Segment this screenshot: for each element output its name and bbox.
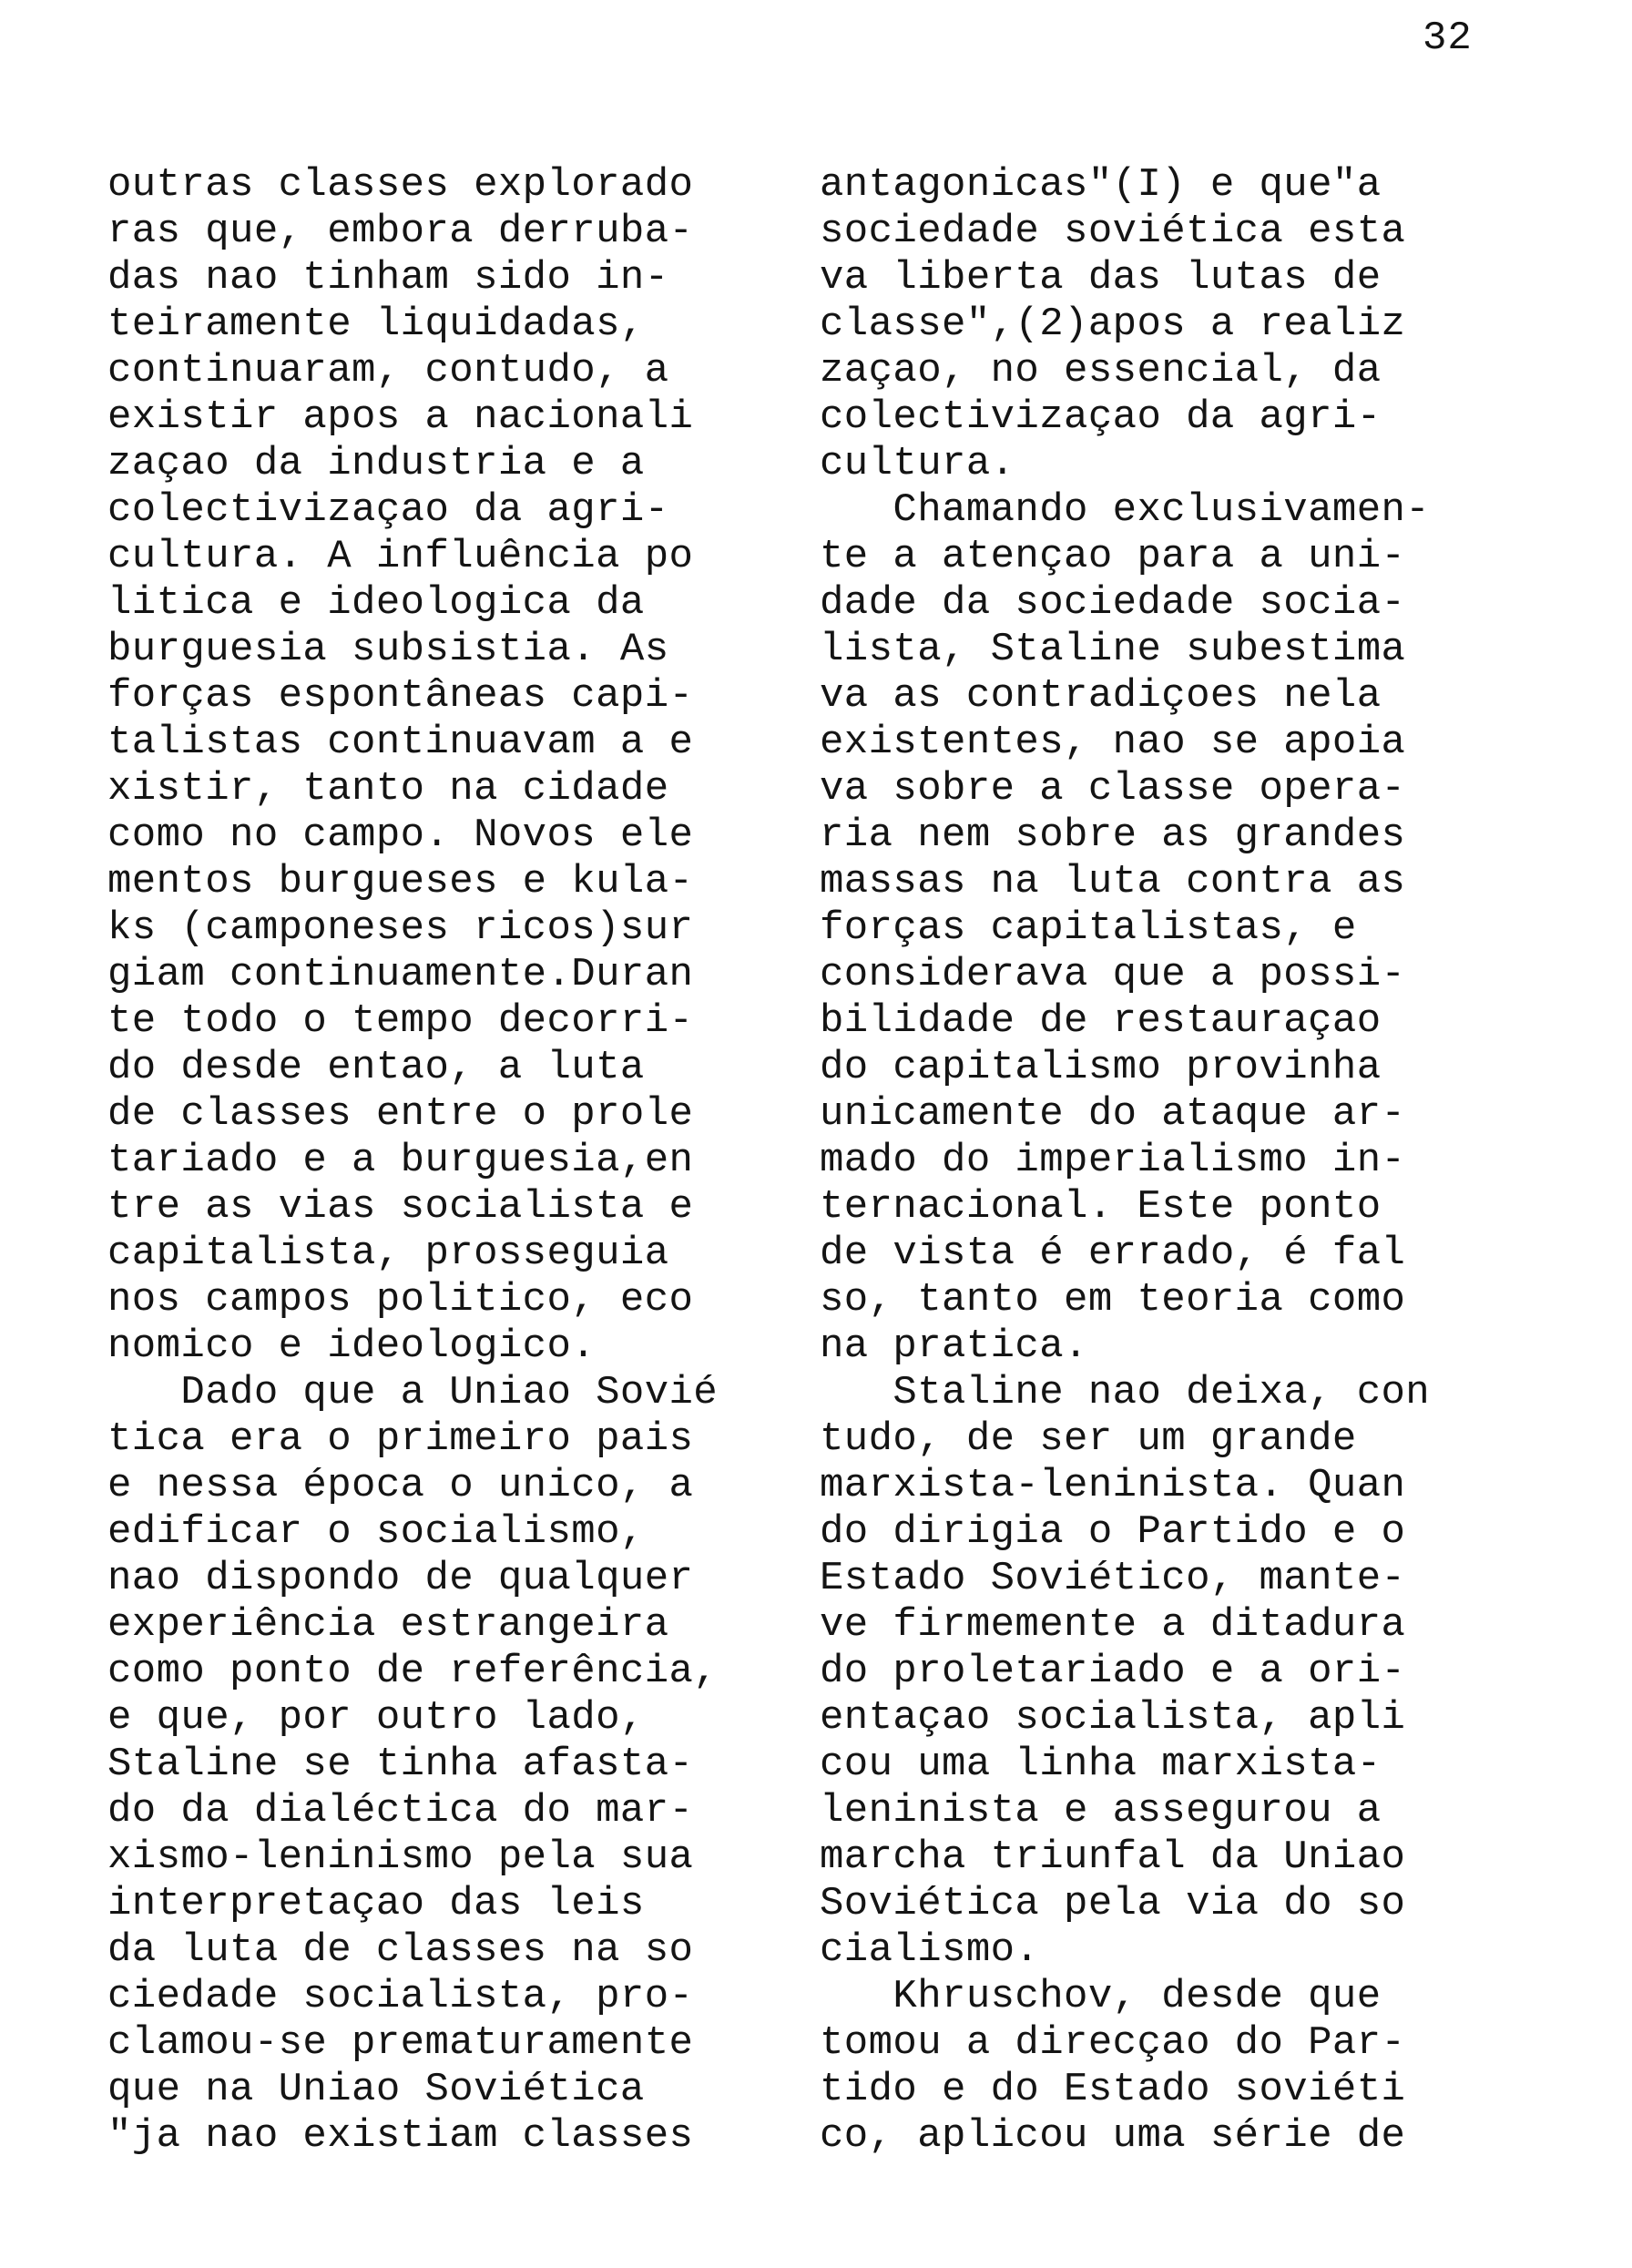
text-line: como no campo. Novos ele [107,812,694,858]
text-line: unicamente do ataque ar- [820,1091,1406,1137]
text-line: Staline nao deixa, con [820,1370,1431,1415]
text-line: e que, por outro lado, [107,1695,645,1741]
page-number: 32 [1423,15,1473,61]
text-line: cultura. [820,441,1015,486]
text-line: nos campos politico, eco [107,1277,694,1323]
text-line: giam continuamente.Duran [107,952,694,997]
text-line: antagonicas"(I) e que"a [820,162,1382,208]
text-line: entaçao socialista, apli [820,1695,1406,1741]
right-text-column [820,162,1521,2160]
text-line: va sobre a classe opera- [820,766,1406,812]
text-line: leninista e assegurou a [820,1788,1382,1834]
text-line: marcha triunfal da Uniao [820,1834,1406,1880]
text-line: do desde entao, a luta [107,1045,645,1090]
text-line: xistir, tanto na cidade [107,766,669,812]
text-line: Khruschov, desde que [820,1974,1382,2019]
text-line: ve firmemente a ditadura [820,1602,1406,1648]
left-text-column [107,162,809,2160]
text-line: sociedade soviética esta [820,209,1406,254]
text-line: na pratica. [820,1323,1088,1369]
text-line: va as contradiçoes nela [820,673,1382,719]
text-line: edificar o socialismo, [107,1509,645,1555]
text-line: e nessa época o unico, a [107,1463,694,1508]
text-line: clamou-se prematuramente [107,2020,694,2066]
text-line: Staline se tinha afasta- [107,1742,694,1787]
text-line: como ponto de referência, [107,1649,719,1694]
text-line: mado do imperialismo in- [820,1138,1406,1183]
text-line: teiramente liquidadas, [107,301,645,347]
text-line: zaçao da industria e a [107,441,645,486]
text-line: tomou a direcçao do Par- [820,2020,1406,2066]
text-line: experiência estrangeira [107,1602,669,1648]
text-line: va liberta das lutas de [820,255,1382,301]
text-line: ciedade socialista, pro- [107,1974,694,2019]
text-line: colectivizaçao da agri- [820,394,1382,440]
text-line: tido e do Estado soviéti [820,2067,1406,2112]
text-line: capitalista, prosseguia [107,1231,669,1276]
text-line: ras que, embora derruba- [107,209,694,254]
text-line: da luta de classes na so [107,1927,694,1973]
text-line: cou uma linha marxista- [820,1742,1382,1787]
text-line: nao dispondo de qualquer [107,1556,694,1601]
text-line: classe",(2)apos a realiz [820,301,1406,347]
text-line: dade da sociedade socia- [820,580,1406,626]
text-line: cialismo. [820,1927,1040,1973]
text-line: Soviética pela via do so [820,1881,1406,1926]
text-line: bilidade de restauraçao [820,998,1382,1044]
text-line: ria nem sobre as grandes [820,812,1406,858]
text-line: tudo, de ser um grande [820,1416,1357,1462]
text-line: co, aplicou uma série de [820,2113,1406,2159]
text-line: do capitalismo provinha [820,1045,1382,1090]
text-line: de classes entre o prole [107,1091,694,1137]
text-line: Estado Soviético, mante- [820,1556,1406,1601]
text-line: te todo o tempo decorri- [107,998,694,1044]
text-line: ternacional. Este ponto [820,1184,1382,1230]
text-line: tariado e a burguesia,en [107,1138,694,1183]
text-line: te a atençao para a uni- [820,534,1406,579]
text-line: litica e ideologica da [107,580,645,626]
text-line: interpretaçao das leis [107,1881,645,1926]
text-line: ks (camponeses ricos)sur [107,905,694,951]
text-line: lista, Staline subestima [820,627,1406,672]
text-line: nomico e ideologico. [107,1323,597,1369]
text-line: de vista é errado, é fal [820,1231,1406,1276]
text-line: mentos burgueses e kula- [107,859,694,904]
text-line: Dado que a Uniao Sovié [107,1370,719,1415]
text-line: talistas continuavam a e [107,720,694,765]
text-line: que na Uniao Soviética [107,2067,645,2112]
text-line: massas na luta contra as [820,859,1406,904]
text-line: tica era o primeiro pais [107,1416,694,1462]
text-line: existentes, nao se apoia [820,720,1406,765]
text-line: das nao tinham sido in- [107,255,669,301]
text-line: marxista-leninista. Quan [820,1463,1406,1508]
text-line: forças capitalistas, e [820,905,1357,951]
text-line: zaçao, no essencial, da [820,348,1382,393]
text-line: tre as vias socialista e [107,1184,694,1230]
text-line: continuaram, contudo, a [107,348,669,393]
text-line: burguesia subsistia. As [107,627,669,672]
text-line: do dirigia o Partido e o [820,1509,1406,1555]
text-line: do proletariado e a ori- [820,1649,1406,1694]
text-line: existir apos a nacionali [107,394,694,440]
text-line: cultura. A influência po [107,534,694,579]
text-line: colectivizaçao da agri- [107,487,669,533]
text-line: considerava que a possi- [820,952,1406,997]
text-line: xismo-leninismo pela sua [107,1834,694,1880]
text-line: so, tanto em teoria como [820,1277,1406,1323]
text-line: do da dialéctica do mar- [107,1788,694,1834]
text-line: "ja nao existiam classes [107,2113,694,2159]
text-line: Chamando exclusivamen- [820,487,1431,533]
text-line: outras classes explorado [107,162,694,208]
text-line: forças espontâneas capi- [107,673,694,719]
